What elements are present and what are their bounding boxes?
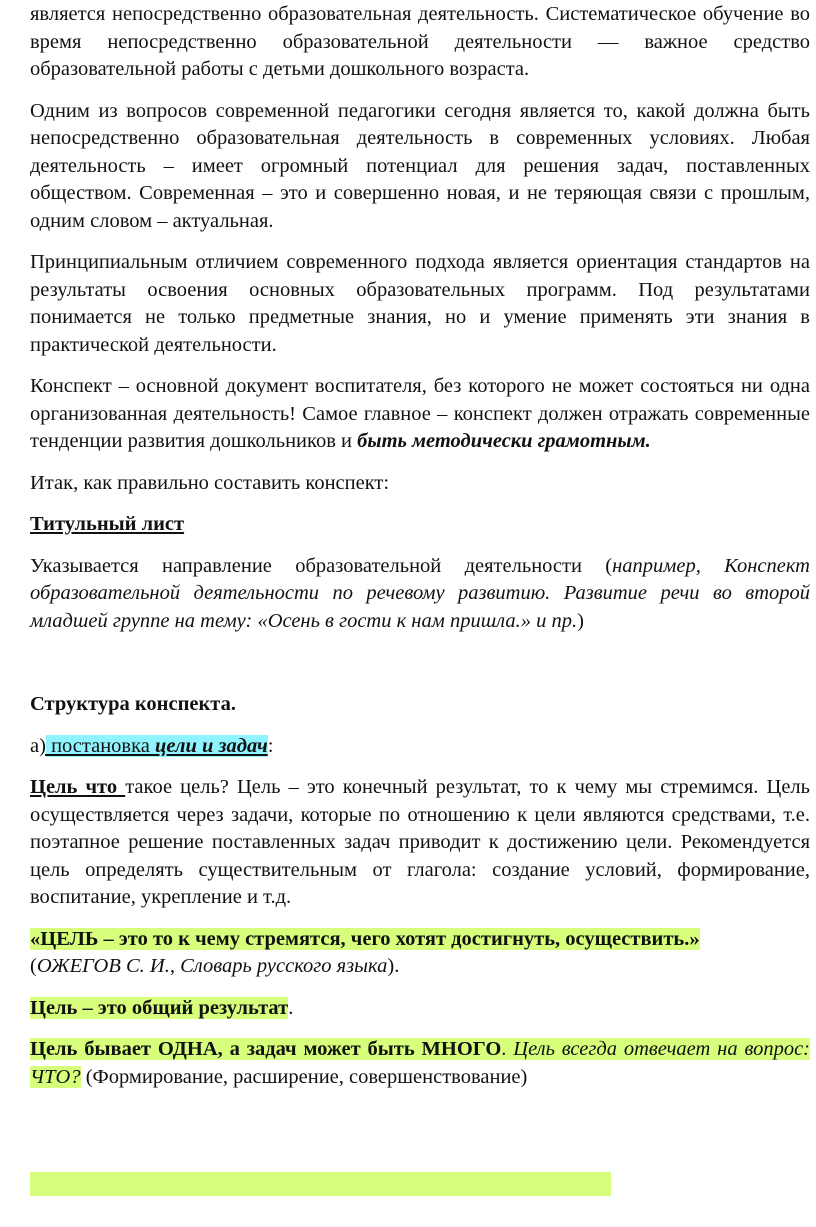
general-result-text: Цель – это общий результат bbox=[30, 996, 289, 1019]
one-goal-text: Цель бывает ОДНА, а задач может быть МНОГО bbox=[30, 1038, 502, 1060]
paragraph-goal-definition bbox=[30, 774, 810, 912]
quote-source-close: ). bbox=[387, 955, 400, 977]
one-goal-examples: (Формирование, расширение, совершенствование) bbox=[80, 1065, 528, 1088]
item-a-text: постановка bbox=[45, 734, 155, 757]
general-result-dot: . bbox=[288, 996, 294, 1019]
quote-text: «ЦЕЛЬ – это то к чему стремятся, чего хотят достигнуть, осуществить.» bbox=[30, 927, 700, 950]
paragraph-modern-pedagogy: Одним из вопросов современной педагогики сегодня является то, какой должна быть непосредственно образовательная деятельность в современных условиях. Любая деятельность – имеет огромный потенциал для решения задач, поставленных обществом. Современная – это и совершенно новая, и не теряющая связи с прошлым, одним словом – актуальная. bbox=[30, 99, 810, 232]
paragraph-general-result bbox=[30, 995, 810, 1023]
direction-text: Указывается направление образовательной деятельности ( bbox=[30, 554, 613, 577]
conspect-text: Конспект – основной документ воспитателя, без которого не может состояться ни одна организованная деятельность! Самое главное – конспект должен отражать современные тенденции развития дошкольников и bbox=[30, 375, 810, 452]
heading-structure: Структура конспекта. bbox=[30, 693, 236, 715]
heading-title-sheet: Титульный лист bbox=[30, 513, 185, 535]
paragraph-principal-difference: Принципиальным отличием современного подхода является ориентация стандартов на результаты освоения основных образовательных программ. Под результатами понимается не только предметные знания, но и умение применять эти знания в практической деятельности. bbox=[30, 251, 810, 356]
direction-close: ) bbox=[577, 609, 584, 632]
paragraph-conspect bbox=[30, 373, 810, 456]
item-a bbox=[30, 733, 810, 761]
paragraph-direction bbox=[30, 553, 810, 636]
quote-source-open: ( bbox=[30, 955, 37, 977]
quote-source: ОЖЕГОВ С. И., Словарь русского языка bbox=[36, 955, 388, 977]
one-goal-question: Цель всегда отвечает на вопрос: ЧТО? bbox=[30, 1038, 810, 1088]
paragraph-intro: является непосредственно образовательная деятельность. Систематическое обучение во время непосредственно образовательной деятельности — важное средство образовательной работы с детьми дошкольного возраста. bbox=[30, 3, 810, 80]
paragraph-one-goal bbox=[30, 1036, 810, 1091]
item-a-paren: ) bbox=[39, 734, 46, 757]
item-a-colon: : bbox=[267, 734, 274, 757]
item-a-goals: цели и задач bbox=[154, 734, 268, 757]
document-page bbox=[30, 0, 810, 1091]
paragraph-how-to: Итак, как правильно составить конспект: bbox=[30, 471, 390, 494]
highlighted-empty-line bbox=[30, 1172, 611, 1196]
conspect-emphasis: быть методически грамотным. bbox=[357, 430, 651, 452]
one-goal-dot: . bbox=[501, 1038, 514, 1060]
direction-example: например, Конспект образовательной деятельности по речевому развитию. Развитие речи во второй младшей группе на тему: «Осень в гости к нам пришла.» и пр. bbox=[30, 554, 810, 632]
goal-term: Цель что bbox=[30, 776, 126, 798]
goal-text: такое цель? Цель – это конечный результат, то к чему мы стремимся. Цель осуществляется через задачи, которые по отношению к цели являются средствами, т.е. поэтапное решение поставленных задач приводит к достижению цели. Рекомендуется цель определять существительным от глагола: создание условий, формирование, воспитание, укрепление и т.д. bbox=[30, 776, 811, 908]
item-a-letter: а bbox=[30, 734, 40, 757]
paragraph-ozhegov-quote bbox=[30, 926, 810, 981]
